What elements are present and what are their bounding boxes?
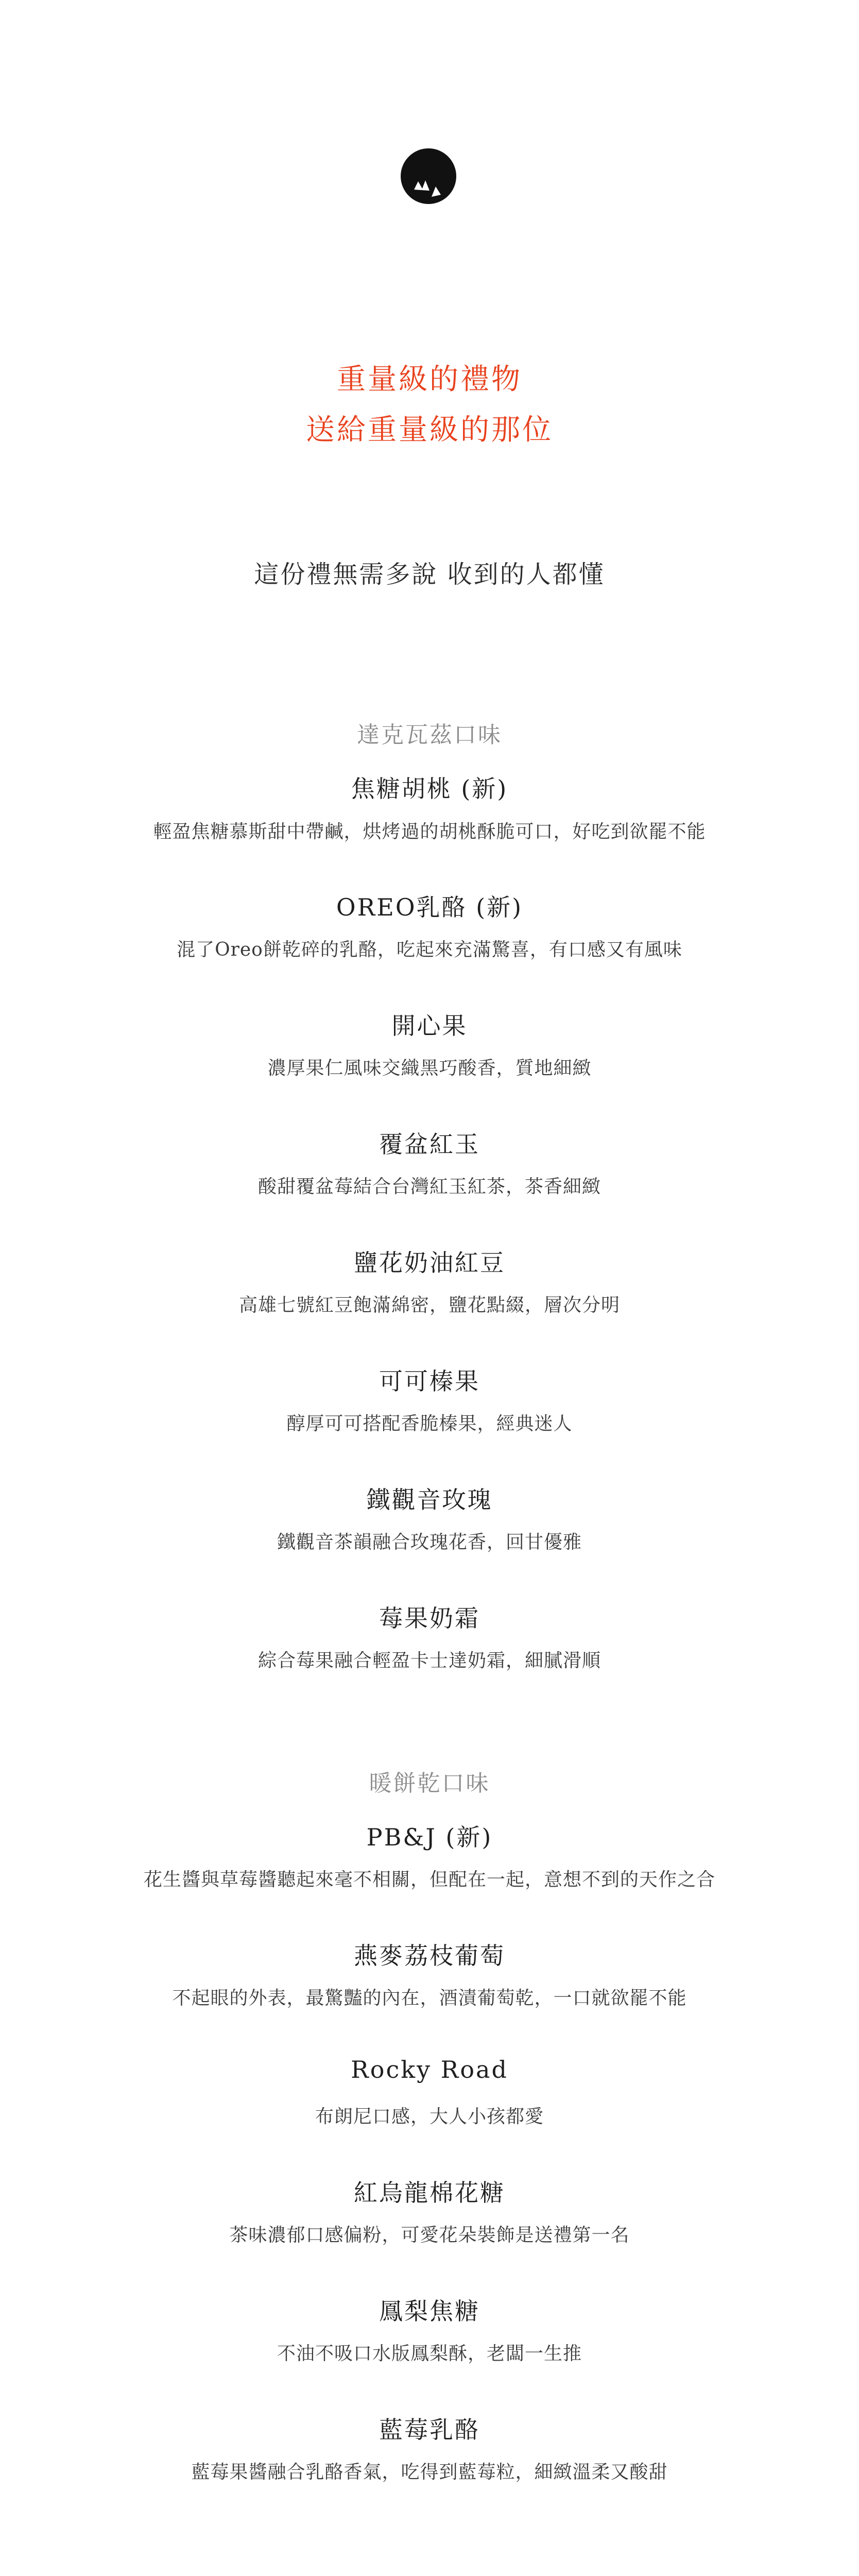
flavor-name: PB&J (新): [366, 1823, 493, 1851]
section-title-cookies: 暖餅乾口味: [369, 1770, 490, 1797]
brand-logo-icon: [400, 147, 457, 205]
headline-line: 重量級的禮物: [337, 363, 522, 396]
flavor-desc: 布朗尼口感，大人小孩都愛: [315, 2106, 544, 2127]
flavor-desc: 花生醬與草莓醬聽起來毫不相關，但配在一起，意想不到的天作之合: [143, 1869, 715, 1890]
flavor-name: 開心果: [391, 1012, 468, 1040]
flavor-name: 可可榛果: [379, 1367, 480, 1395]
flavor-desc: 混了Oreo餅乾碎的乳酪，吃起來充滿驚喜，有口感又有風味: [177, 939, 682, 960]
headline: [0, 354, 859, 455]
flavor-desc: 綜合莓果融合輕盈卡士達奶霜，細膩滑順: [257, 1650, 601, 1671]
section-title-dacquoise: 達克瓦茲口味: [357, 722, 502, 748]
flavor-desc: 藍莓果醬融合乳酪香氣，吃得到藍莓粒，細緻溫柔又酸甜: [191, 2462, 668, 2483]
flavor-desc: 不起眼的外表，最驚豔的內在，酒漬葡萄乾，一口就欲罷不能: [172, 1988, 687, 2009]
flavor-name: 焦糖胡桃 (新): [351, 775, 508, 803]
flavor-desc: 濃厚果仁風味交織黑巧酸香，質地細緻: [267, 1058, 592, 1079]
flavor-name: 鳳梨焦糖: [379, 2297, 480, 2325]
flavor-name: 紅烏龍棉花糖: [354, 2179, 505, 2207]
headline-line: 送給重量級的那位: [306, 413, 553, 447]
flavor-desc: 輕盈焦糖慕斯甜中帶鹹，烘烤過的胡桃酥脆可口，好吃到欲罷不能: [153, 821, 706, 842]
flavor-name: 藍莓乳酪: [379, 2416, 480, 2444]
flavor-desc: 不油不吸口水版鳳梨酥，老闆一生推: [277, 2343, 582, 2364]
flavor-desc: 鐵觀音茶韻融合玫瑰花香，回甘優雅: [277, 1532, 582, 1553]
flavor-desc: 茶味濃郁口感偏粉，可愛花朵裝飾是送禮第一名: [229, 2225, 630, 2246]
flavor-name: 覆盆紅玉: [379, 1130, 480, 1158]
flavor-desc: 醇厚可可搭配香脆榛果，經典迷人: [286, 1413, 573, 1434]
tagline: 這份禮無需多說 收到的人都懂: [254, 560, 605, 589]
flavor-name: OREO乳酪 (新): [336, 893, 523, 921]
flavor-name: Rocky Road: [351, 2056, 508, 2083]
flavor-name: 鐵觀音玫瑰: [366, 1486, 493, 1514]
flavor-desc: 酸甜覆盆莓結合台灣紅玉紅茶，茶香細緻: [257, 1176, 601, 1197]
flavor-name: 鹽花奶油紅豆: [354, 1249, 505, 1277]
flavor-name: 燕麥荔枝葡萄: [354, 1942, 505, 1970]
flavor-desc: 高雄七號紅豆飽滿綿密，鹽花點綴，層次分明: [238, 1295, 620, 1316]
flavor-name: 莓果奶霜: [379, 1604, 480, 1632]
